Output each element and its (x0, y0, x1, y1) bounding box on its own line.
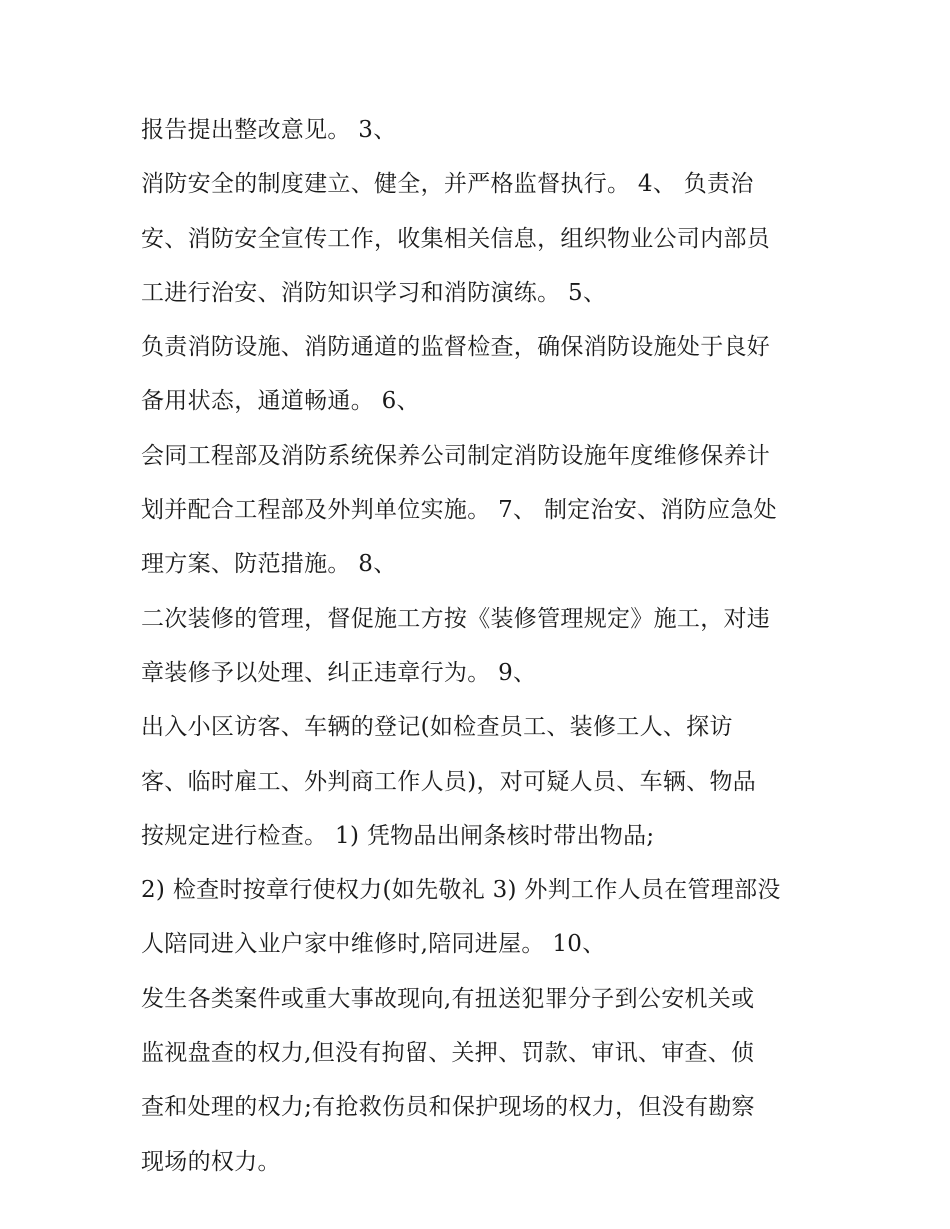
text-line: 负责消防设施、消防通道的监督检查，确保消防设施处于良好 (141, 334, 771, 361)
text-line: 安、消防安全宣传工作，收集相关信息，组织物业公司内部员 (141, 225, 771, 252)
text-line: 章装修予以处理、纠正违章行为。 9、 (141, 659, 537, 686)
text-line: 按规定进行检查。 1) 凭物品出闸条核时带出物品; (141, 822, 655, 849)
text-line: 工进行治安、消防知识学习和消防演练。 5、 (141, 279, 607, 306)
text-line: 二次装修的管理，督促施工方按《装修管理规定》施工，对违 (141, 605, 771, 632)
text-line: 查和处理的权力;有抢救伤员和保护现场的权力，但没有勘察 (141, 1094, 755, 1121)
text-line: 2) 检查时按章行使权力(如先敬礼 3) 外判工作人员在管理部没 (141, 877, 781, 904)
text-line: 客、临时雇工、外判商工作人员)，对可疑人员、车辆、物品 (141, 768, 757, 795)
body-text (141, 103, 831, 1189)
text-line: 会同工程部及消防系统保养公司制定消防设施年度维修保养计 (141, 442, 771, 469)
text-line: 发生各类案件或重大事故现向,有扭送犯罪分子到公安机关或 (141, 985, 755, 1012)
text-line: 人陪同进入业户家中维修时,陪同进屋。 10、 (141, 931, 606, 958)
text-line: 划并配合工程部及外判单位实施。 7、 制定治安、消防应急处 (141, 497, 777, 524)
text-line: 出入小区访客、车辆的登记(如检查员工、装修工人、探访 (141, 714, 733, 741)
text-line: 现场的权力。 (141, 1148, 281, 1175)
text-line: 理方案、防范措施。 8、 (141, 551, 397, 578)
text-line: 报告提出整改意见。 3、 (141, 117, 397, 143)
text-line: 消防安全的制度建立、健全，并严格监督执行。 4、 负责治 (141, 171, 754, 198)
text-line: 备用状态，通道畅通。 6、 (141, 388, 420, 415)
text-line: 监视盘查的权力,但没有拘留、关押、罚款、审讯、审查、侦 (141, 1040, 755, 1067)
